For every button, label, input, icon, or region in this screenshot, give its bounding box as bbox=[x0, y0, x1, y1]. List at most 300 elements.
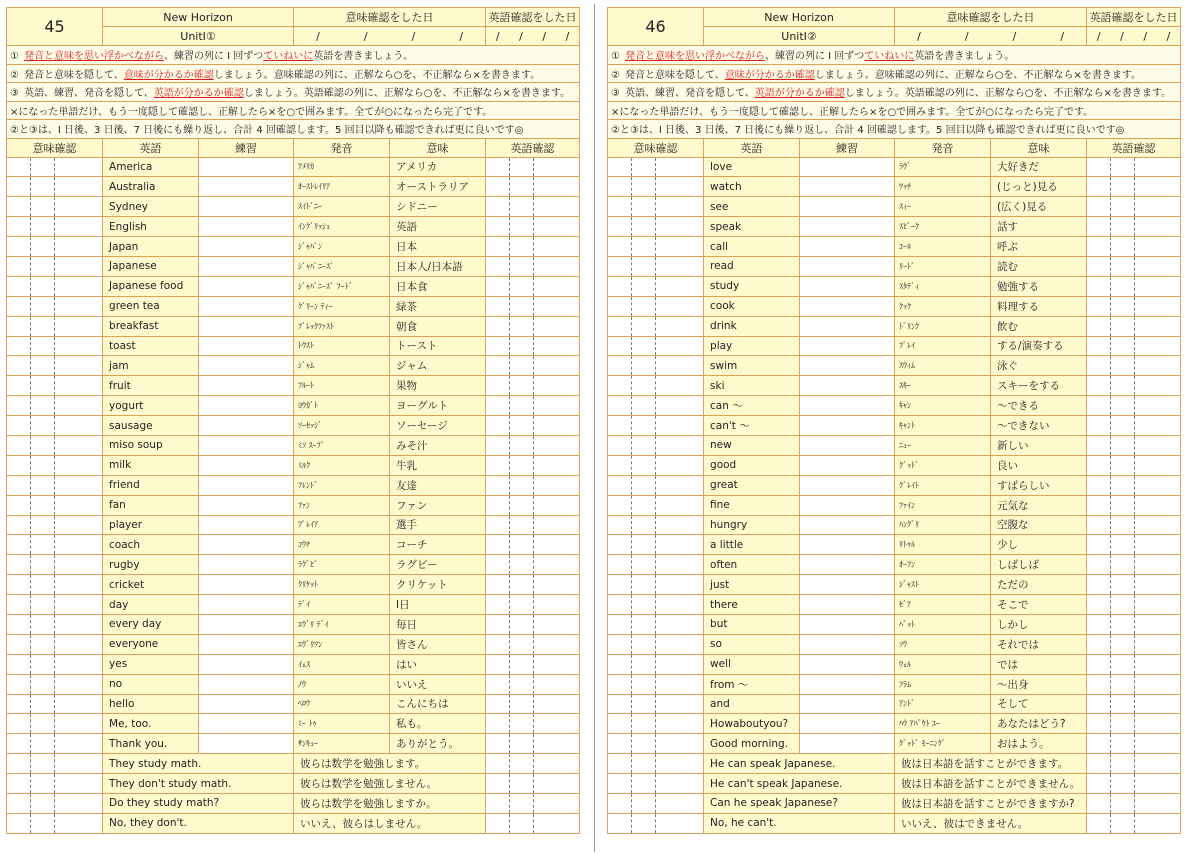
english-check-3[interactable] bbox=[1135, 256, 1181, 276]
practice-cell[interactable] bbox=[199, 177, 294, 197]
meaning-check-1[interactable] bbox=[7, 316, 31, 336]
meaning-check-1[interactable] bbox=[7, 336, 31, 356]
meaning-check-1[interactable] bbox=[7, 595, 31, 615]
meaning-check-2[interactable] bbox=[31, 336, 55, 356]
english-check-2[interactable] bbox=[510, 575, 534, 595]
english-check-2[interactable] bbox=[1111, 614, 1135, 634]
english-check-3[interactable] bbox=[1135, 356, 1181, 376]
practice-cell[interactable] bbox=[199, 237, 294, 257]
meaning-check-3[interactable] bbox=[656, 296, 704, 316]
english-check-3[interactable] bbox=[534, 356, 580, 376]
meaning-check-1[interactable] bbox=[608, 376, 632, 396]
meaning-check-2[interactable] bbox=[31, 555, 55, 575]
practice-cell[interactable] bbox=[800, 197, 895, 217]
meaning-check-2[interactable] bbox=[31, 237, 55, 257]
meaning-check-2[interactable] bbox=[632, 177, 656, 197]
meaning-check-3[interactable] bbox=[55, 575, 103, 595]
english-check-3[interactable] bbox=[534, 774, 580, 794]
english-check-3[interactable] bbox=[534, 674, 580, 694]
practice-cell[interactable] bbox=[800, 674, 895, 694]
practice-cell[interactable] bbox=[800, 495, 895, 515]
meaning-check-2[interactable] bbox=[632, 495, 656, 515]
english-check-3[interactable] bbox=[1135, 754, 1181, 774]
practice-cell[interactable] bbox=[800, 654, 895, 674]
practice-cell[interactable] bbox=[199, 276, 294, 296]
english-check-2[interactable] bbox=[510, 237, 534, 257]
meaning-check-3[interactable] bbox=[656, 495, 704, 515]
meaning-check-3[interactable] bbox=[55, 813, 103, 833]
english-check-3[interactable] bbox=[534, 197, 580, 217]
english-check-1[interactable] bbox=[486, 197, 510, 217]
english-check-1[interactable] bbox=[486, 356, 510, 376]
practice-cell[interactable] bbox=[199, 376, 294, 396]
english-check-1[interactable] bbox=[1087, 177, 1111, 197]
english-check-2[interactable] bbox=[1111, 435, 1135, 455]
practice-cell[interactable] bbox=[800, 296, 895, 316]
meaning-check-2[interactable] bbox=[632, 694, 656, 714]
english-check-3[interactable] bbox=[1135, 614, 1181, 634]
english-check-2[interactable] bbox=[1111, 694, 1135, 714]
english-check-3[interactable] bbox=[1135, 555, 1181, 575]
meaning-check-1[interactable] bbox=[608, 396, 632, 416]
english-check-3[interactable] bbox=[534, 813, 580, 833]
english-check-1[interactable] bbox=[1087, 813, 1111, 833]
meaning-check-1[interactable] bbox=[7, 774, 31, 794]
meaning-check-3[interactable] bbox=[656, 774, 704, 794]
practice-cell[interactable] bbox=[199, 515, 294, 535]
meaning-check-3[interactable] bbox=[55, 674, 103, 694]
english-check-1[interactable] bbox=[486, 177, 510, 197]
english-check-3[interactable] bbox=[1135, 296, 1181, 316]
english-check-1[interactable] bbox=[486, 336, 510, 356]
meaning-check-3[interactable] bbox=[55, 754, 103, 774]
meaning-check-2[interactable] bbox=[632, 157, 656, 177]
meaning-check-1[interactable] bbox=[608, 714, 632, 734]
english-check-3[interactable] bbox=[534, 654, 580, 674]
meaning-check-1[interactable] bbox=[608, 813, 632, 833]
english-check-2[interactable] bbox=[510, 197, 534, 217]
english-check-2[interactable] bbox=[1111, 256, 1135, 276]
english-check-3[interactable] bbox=[1135, 376, 1181, 396]
meaning-check-1[interactable] bbox=[7, 754, 31, 774]
meaning-check-1[interactable] bbox=[7, 734, 31, 754]
meaning-check-2[interactable] bbox=[31, 495, 55, 515]
meaning-check-1[interactable] bbox=[7, 276, 31, 296]
english-check-3[interactable] bbox=[1135, 794, 1181, 814]
english-check-2[interactable] bbox=[1111, 595, 1135, 615]
meaning-check-2[interactable] bbox=[632, 654, 656, 674]
practice-cell[interactable] bbox=[800, 455, 895, 475]
meaning-check-1[interactable] bbox=[7, 356, 31, 376]
english-date-blanks[interactable] bbox=[486, 27, 580, 46]
english-check-3[interactable] bbox=[1135, 157, 1181, 177]
english-check-1[interactable] bbox=[1087, 515, 1111, 535]
practice-cell[interactable] bbox=[199, 714, 294, 734]
meaning-check-3[interactable] bbox=[656, 416, 704, 436]
meaning-check-2[interactable] bbox=[632, 316, 656, 336]
meaning-check-1[interactable] bbox=[608, 654, 632, 674]
meaning-check-1[interactable] bbox=[7, 416, 31, 436]
english-check-1[interactable] bbox=[1087, 714, 1111, 734]
meaning-check-3[interactable] bbox=[656, 356, 704, 376]
english-check-3[interactable] bbox=[534, 714, 580, 734]
meaning-check-3[interactable] bbox=[55, 157, 103, 177]
meaning-check-1[interactable] bbox=[608, 575, 632, 595]
english-check-1[interactable] bbox=[1087, 455, 1111, 475]
meaning-check-2[interactable] bbox=[31, 535, 55, 555]
practice-cell[interactable] bbox=[199, 316, 294, 336]
practice-cell[interactable] bbox=[199, 217, 294, 237]
english-check-2[interactable] bbox=[510, 435, 534, 455]
english-check-3[interactable] bbox=[1135, 734, 1181, 754]
meaning-check-1[interactable] bbox=[7, 197, 31, 217]
meaning-check-3[interactable] bbox=[55, 694, 103, 714]
english-check-2[interactable] bbox=[510, 595, 534, 615]
english-check-2[interactable] bbox=[510, 276, 534, 296]
english-check-2[interactable] bbox=[1111, 316, 1135, 336]
practice-cell[interactable] bbox=[199, 595, 294, 615]
english-check-3[interactable] bbox=[1135, 714, 1181, 734]
meaning-check-3[interactable] bbox=[55, 296, 103, 316]
english-check-1[interactable] bbox=[1087, 276, 1111, 296]
english-check-3[interactable] bbox=[534, 475, 580, 495]
english-check-2[interactable] bbox=[510, 734, 534, 754]
practice-cell[interactable] bbox=[199, 535, 294, 555]
english-check-2[interactable] bbox=[1111, 515, 1135, 535]
meaning-check-1[interactable] bbox=[7, 714, 31, 734]
english-check-3[interactable] bbox=[1135, 495, 1181, 515]
meaning-check-2[interactable] bbox=[632, 336, 656, 356]
meaning-check-3[interactable] bbox=[656, 316, 704, 336]
english-check-1[interactable] bbox=[486, 654, 510, 674]
english-check-3[interactable] bbox=[534, 396, 580, 416]
english-check-3[interactable] bbox=[534, 177, 580, 197]
meaning-check-1[interactable] bbox=[608, 276, 632, 296]
practice-cell[interactable] bbox=[800, 256, 895, 276]
english-check-3[interactable] bbox=[1135, 654, 1181, 674]
meaning-check-1[interactable] bbox=[7, 495, 31, 515]
english-check-1[interactable] bbox=[486, 217, 510, 237]
english-check-3[interactable] bbox=[534, 416, 580, 436]
meaning-check-3[interactable] bbox=[656, 475, 704, 495]
meaning-check-1[interactable] bbox=[7, 794, 31, 814]
meaning-check-2[interactable] bbox=[31, 694, 55, 714]
meaning-check-3[interactable] bbox=[656, 754, 704, 774]
meaning-check-2[interactable] bbox=[31, 276, 55, 296]
meaning-check-2[interactable] bbox=[31, 197, 55, 217]
english-check-1[interactable] bbox=[1087, 237, 1111, 257]
meaning-check-2[interactable] bbox=[31, 774, 55, 794]
english-check-3[interactable] bbox=[534, 336, 580, 356]
meaning-check-2[interactable] bbox=[632, 475, 656, 495]
practice-cell[interactable] bbox=[800, 614, 895, 634]
meaning-check-1[interactable] bbox=[608, 256, 632, 276]
english-check-2[interactable] bbox=[510, 296, 534, 316]
meaning-check-3[interactable] bbox=[656, 515, 704, 535]
english-check-2[interactable] bbox=[510, 555, 534, 575]
meaning-check-2[interactable] bbox=[31, 794, 55, 814]
english-check-2[interactable] bbox=[1111, 674, 1135, 694]
meaning-check-2[interactable] bbox=[31, 396, 55, 416]
english-check-3[interactable] bbox=[534, 694, 580, 714]
english-check-3[interactable] bbox=[534, 634, 580, 654]
english-check-1[interactable] bbox=[1087, 157, 1111, 177]
english-check-2[interactable] bbox=[1111, 475, 1135, 495]
practice-cell[interactable] bbox=[800, 435, 895, 455]
english-check-1[interactable] bbox=[1087, 674, 1111, 694]
english-check-1[interactable] bbox=[486, 396, 510, 416]
english-check-3[interactable] bbox=[1135, 515, 1181, 535]
meaning-check-3[interactable] bbox=[656, 177, 704, 197]
english-check-1[interactable] bbox=[486, 535, 510, 555]
meaning-check-3[interactable] bbox=[55, 356, 103, 376]
meaning-check-2[interactable] bbox=[632, 217, 656, 237]
english-check-2[interactable] bbox=[510, 455, 534, 475]
practice-cell[interactable] bbox=[199, 256, 294, 276]
english-check-1[interactable] bbox=[1087, 316, 1111, 336]
meaning-check-3[interactable] bbox=[55, 435, 103, 455]
practice-cell[interactable] bbox=[199, 455, 294, 475]
meaning-check-1[interactable] bbox=[608, 495, 632, 515]
english-check-1[interactable] bbox=[1087, 774, 1111, 794]
english-check-2[interactable] bbox=[1111, 416, 1135, 436]
meaning-check-2[interactable] bbox=[31, 813, 55, 833]
english-check-1[interactable] bbox=[1087, 475, 1111, 495]
english-check-1[interactable] bbox=[1087, 634, 1111, 654]
english-check-3[interactable] bbox=[1135, 694, 1181, 714]
meaning-check-2[interactable] bbox=[632, 416, 656, 436]
practice-cell[interactable] bbox=[800, 475, 895, 495]
meaning-check-3[interactable] bbox=[55, 714, 103, 734]
english-check-1[interactable] bbox=[486, 674, 510, 694]
meaning-date-blanks[interactable] bbox=[294, 27, 486, 46]
meaning-check-2[interactable] bbox=[632, 276, 656, 296]
meaning-check-2[interactable] bbox=[31, 256, 55, 276]
meaning-check-2[interactable] bbox=[31, 157, 55, 177]
meaning-check-3[interactable] bbox=[55, 734, 103, 754]
english-check-3[interactable] bbox=[1135, 813, 1181, 833]
meaning-check-2[interactable] bbox=[31, 575, 55, 595]
practice-cell[interactable] bbox=[199, 634, 294, 654]
practice-cell[interactable] bbox=[199, 475, 294, 495]
english-check-1[interactable] bbox=[486, 515, 510, 535]
english-check-1[interactable] bbox=[486, 435, 510, 455]
meaning-check-3[interactable] bbox=[55, 515, 103, 535]
meaning-check-2[interactable] bbox=[632, 455, 656, 475]
meaning-check-1[interactable] bbox=[7, 535, 31, 555]
english-check-3[interactable] bbox=[1135, 197, 1181, 217]
meaning-check-1[interactable] bbox=[608, 754, 632, 774]
english-check-2[interactable] bbox=[1111, 356, 1135, 376]
english-check-3[interactable] bbox=[1135, 774, 1181, 794]
practice-cell[interactable] bbox=[800, 217, 895, 237]
english-check-2[interactable] bbox=[510, 495, 534, 515]
meaning-check-1[interactable] bbox=[608, 197, 632, 217]
english-check-2[interactable] bbox=[510, 217, 534, 237]
practice-cell[interactable] bbox=[800, 237, 895, 257]
meaning-check-1[interactable] bbox=[608, 296, 632, 316]
practice-cell[interactable] bbox=[800, 376, 895, 396]
english-check-2[interactable] bbox=[510, 754, 534, 774]
meaning-check-1[interactable] bbox=[7, 396, 31, 416]
english-check-1[interactable] bbox=[1087, 396, 1111, 416]
english-check-1[interactable] bbox=[1087, 296, 1111, 316]
english-check-2[interactable] bbox=[1111, 157, 1135, 177]
practice-cell[interactable] bbox=[199, 435, 294, 455]
english-check-2[interactable] bbox=[1111, 296, 1135, 316]
english-check-3[interactable] bbox=[534, 237, 580, 257]
meaning-check-3[interactable] bbox=[55, 336, 103, 356]
english-check-3[interactable] bbox=[534, 515, 580, 535]
meaning-check-2[interactable] bbox=[632, 674, 656, 694]
meaning-check-3[interactable] bbox=[656, 555, 704, 575]
english-check-3[interactable] bbox=[1135, 396, 1181, 416]
meaning-check-3[interactable] bbox=[656, 614, 704, 634]
english-check-2[interactable] bbox=[1111, 654, 1135, 674]
english-check-1[interactable] bbox=[486, 276, 510, 296]
meaning-check-3[interactable] bbox=[55, 396, 103, 416]
meaning-check-2[interactable] bbox=[632, 614, 656, 634]
meaning-check-3[interactable] bbox=[55, 654, 103, 674]
meaning-check-1[interactable] bbox=[7, 455, 31, 475]
meaning-check-2[interactable] bbox=[31, 595, 55, 615]
practice-cell[interactable] bbox=[199, 416, 294, 436]
meaning-check-3[interactable] bbox=[656, 435, 704, 455]
meaning-check-3[interactable] bbox=[656, 455, 704, 475]
english-check-2[interactable] bbox=[1111, 575, 1135, 595]
practice-cell[interactable] bbox=[199, 495, 294, 515]
english-check-2[interactable] bbox=[1111, 396, 1135, 416]
english-check-1[interactable] bbox=[486, 376, 510, 396]
english-check-2[interactable] bbox=[1111, 794, 1135, 814]
meaning-check-1[interactable] bbox=[608, 555, 632, 575]
meaning-check-3[interactable] bbox=[55, 774, 103, 794]
practice-cell[interactable] bbox=[800, 177, 895, 197]
english-check-1[interactable] bbox=[486, 614, 510, 634]
english-check-3[interactable] bbox=[534, 316, 580, 336]
english-check-2[interactable] bbox=[1111, 754, 1135, 774]
english-check-2[interactable] bbox=[510, 376, 534, 396]
meaning-check-3[interactable] bbox=[656, 575, 704, 595]
meaning-check-1[interactable] bbox=[608, 316, 632, 336]
meaning-check-1[interactable] bbox=[7, 177, 31, 197]
meaning-check-1[interactable] bbox=[608, 694, 632, 714]
english-check-1[interactable] bbox=[1087, 754, 1111, 774]
english-check-1[interactable] bbox=[1087, 694, 1111, 714]
practice-cell[interactable] bbox=[800, 396, 895, 416]
english-check-1[interactable] bbox=[486, 813, 510, 833]
english-check-3[interactable] bbox=[534, 455, 580, 475]
english-check-3[interactable] bbox=[534, 575, 580, 595]
meaning-check-1[interactable] bbox=[608, 734, 632, 754]
english-check-3[interactable] bbox=[534, 256, 580, 276]
english-check-3[interactable] bbox=[1135, 316, 1181, 336]
meaning-check-3[interactable] bbox=[656, 813, 704, 833]
english-check-2[interactable] bbox=[510, 157, 534, 177]
meaning-check-2[interactable] bbox=[632, 256, 656, 276]
practice-cell[interactable] bbox=[800, 157, 895, 177]
meaning-check-1[interactable] bbox=[608, 475, 632, 495]
meaning-check-2[interactable] bbox=[31, 455, 55, 475]
english-check-2[interactable] bbox=[510, 794, 534, 814]
english-check-1[interactable] bbox=[1087, 495, 1111, 515]
meaning-check-1[interactable] bbox=[608, 336, 632, 356]
practice-cell[interactable] bbox=[800, 734, 895, 754]
english-check-2[interactable] bbox=[510, 256, 534, 276]
english-check-1[interactable] bbox=[1087, 197, 1111, 217]
english-check-2[interactable] bbox=[510, 356, 534, 376]
english-check-2[interactable] bbox=[510, 535, 534, 555]
english-check-2[interactable] bbox=[1111, 177, 1135, 197]
practice-cell[interactable] bbox=[800, 356, 895, 376]
practice-cell[interactable] bbox=[800, 416, 895, 436]
english-check-2[interactable] bbox=[1111, 336, 1135, 356]
english-check-1[interactable] bbox=[486, 714, 510, 734]
english-check-3[interactable] bbox=[1135, 336, 1181, 356]
meaning-check-2[interactable] bbox=[632, 356, 656, 376]
meaning-check-3[interactable] bbox=[656, 376, 704, 396]
meaning-check-3[interactable] bbox=[656, 237, 704, 257]
meaning-check-2[interactable] bbox=[31, 416, 55, 436]
meaning-check-3[interactable] bbox=[55, 217, 103, 237]
meaning-check-3[interactable] bbox=[656, 674, 704, 694]
meaning-check-3[interactable] bbox=[656, 714, 704, 734]
meaning-check-1[interactable] bbox=[608, 535, 632, 555]
english-check-1[interactable] bbox=[486, 634, 510, 654]
meaning-check-2[interactable] bbox=[632, 197, 656, 217]
meaning-check-2[interactable] bbox=[632, 714, 656, 734]
meaning-check-1[interactable] bbox=[7, 296, 31, 316]
english-check-2[interactable] bbox=[510, 694, 534, 714]
english-check-1[interactable] bbox=[1087, 217, 1111, 237]
meaning-check-1[interactable] bbox=[608, 634, 632, 654]
meaning-check-2[interactable] bbox=[31, 614, 55, 634]
meaning-check-3[interactable] bbox=[656, 396, 704, 416]
english-check-3[interactable] bbox=[534, 157, 580, 177]
practice-cell[interactable] bbox=[199, 336, 294, 356]
meaning-check-2[interactable] bbox=[632, 794, 656, 814]
meaning-check-1[interactable] bbox=[7, 654, 31, 674]
practice-cell[interactable] bbox=[800, 575, 895, 595]
meaning-check-1[interactable] bbox=[608, 595, 632, 615]
meaning-check-3[interactable] bbox=[55, 256, 103, 276]
meaning-check-3[interactable] bbox=[656, 217, 704, 237]
english-check-3[interactable] bbox=[534, 376, 580, 396]
meaning-check-1[interactable] bbox=[608, 217, 632, 237]
practice-cell[interactable] bbox=[199, 654, 294, 674]
english-check-3[interactable] bbox=[1135, 237, 1181, 257]
english-check-1[interactable] bbox=[486, 694, 510, 714]
meaning-check-3[interactable] bbox=[656, 734, 704, 754]
meaning-check-3[interactable] bbox=[55, 197, 103, 217]
meaning-check-2[interactable] bbox=[31, 674, 55, 694]
english-check-1[interactable] bbox=[486, 495, 510, 515]
english-check-1[interactable] bbox=[1087, 256, 1111, 276]
meaning-check-1[interactable] bbox=[608, 435, 632, 455]
english-check-2[interactable] bbox=[510, 336, 534, 356]
meaning-check-2[interactable] bbox=[632, 774, 656, 794]
meaning-check-1[interactable] bbox=[7, 217, 31, 237]
meaning-check-3[interactable] bbox=[55, 595, 103, 615]
meaning-check-1[interactable] bbox=[608, 614, 632, 634]
meaning-check-2[interactable] bbox=[632, 515, 656, 535]
meaning-check-1[interactable] bbox=[7, 674, 31, 694]
english-check-1[interactable] bbox=[1087, 654, 1111, 674]
english-check-3[interactable] bbox=[534, 276, 580, 296]
meaning-check-1[interactable] bbox=[608, 356, 632, 376]
practice-cell[interactable] bbox=[199, 694, 294, 714]
meaning-check-3[interactable] bbox=[656, 336, 704, 356]
